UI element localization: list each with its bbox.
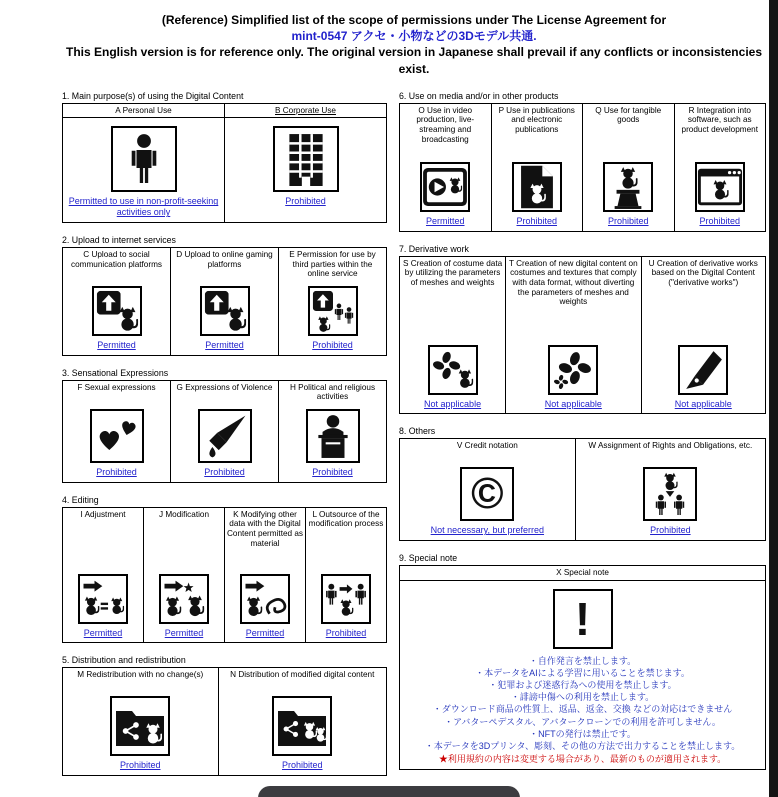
distribution-table	[62, 667, 387, 776]
software-icon	[695, 162, 745, 212]
copyright-icon	[460, 467, 514, 521]
status-link[interactable]: Prohibited	[312, 340, 353, 351]
section-title: 5. Distribution and redistribution	[62, 655, 186, 666]
cell-texture-data	[506, 256, 641, 414]
cell-label: C Upload to social communication platforms	[70, 250, 162, 269]
note-line: ・NFTの発行は禁止です。	[529, 728, 636, 739]
upload-third-party-icon	[308, 286, 358, 336]
cell-publication	[491, 103, 583, 231]
status-link[interactable]: Prohibited	[650, 525, 691, 536]
section-title: 4. Editing	[62, 494, 99, 505]
section-distribution	[62, 655, 387, 776]
product-title: mint-0547 アクセ・小物などの3Dモデル共通.	[291, 29, 537, 44]
status-link[interactable]: Prohibited	[607, 215, 649, 226]
tangible-goods-icon	[603, 162, 653, 212]
status-link[interactable]: Not applicable	[424, 398, 482, 409]
exclamation-icon	[553, 589, 613, 649]
section-special-note	[399, 553, 766, 770]
texture-data-icon	[548, 345, 598, 395]
derivative-pen-icon	[678, 345, 728, 395]
upload-gaming-icon	[200, 286, 250, 336]
section-title: 6. Use on media and/or in other products	[399, 90, 559, 101]
cell-costume-data	[400, 256, 506, 414]
cell-adjustment	[63, 507, 144, 643]
status-link[interactable]: Prohibited	[312, 466, 353, 477]
cell-label: S Creation of costume data by utilizing the parameters of meshes and weights	[402, 258, 503, 287]
status-link[interactable]: Permitted	[205, 340, 244, 351]
cell-violence	[171, 380, 279, 482]
cell-label: L Outsource of the modification process	[308, 509, 384, 529]
section-title: 7. Derivative work	[399, 243, 469, 254]
adjustment-icon	[78, 574, 128, 624]
section-upload	[62, 235, 387, 356]
cell-upload-third-party	[279, 248, 387, 356]
cell-label: E Permission for use by third parties within the online service	[289, 250, 376, 279]
building-icon	[273, 126, 339, 192]
hearts-icon	[90, 409, 144, 463]
copyright-glyph: ©	[471, 469, 504, 519]
left-column	[62, 91, 387, 788]
status-link[interactable]: Not applicable	[544, 398, 602, 409]
status-link[interactable]: Prohibited	[204, 466, 245, 477]
special-note-table	[399, 565, 766, 770]
section-others	[399, 426, 766, 541]
disclaimer: This English version is for reference only. The original version in Japanese shall prevail if any conflicts or inconsistencies exist.	[66, 45, 762, 76]
section-media-use	[399, 91, 766, 232]
derivative-table	[399, 256, 766, 415]
cell-label: J Modification	[158, 509, 210, 519]
status-link[interactable]: Prohibited	[325, 627, 367, 638]
modification-icon	[159, 574, 209, 624]
media-use-table	[399, 103, 766, 232]
cell-label: X Special note	[556, 568, 609, 578]
section-sensational	[62, 368, 387, 483]
terms-change-warning: ★利用規約の内容は変更する場合があり、最新のものが適用されます。	[438, 753, 727, 764]
cell-label: K Modifying other data with the Digital Content permitted as material	[227, 509, 304, 548]
publication-icon	[512, 162, 562, 212]
rights-assignment-icon	[643, 467, 697, 521]
podium-icon	[306, 409, 360, 463]
section-derivative	[399, 244, 766, 415]
cell-upload-gaming	[171, 248, 279, 356]
material-use-icon	[240, 574, 290, 624]
editing-table	[62, 507, 387, 644]
status-link[interactable]: Prohibited	[281, 760, 323, 771]
cell-material-use	[225, 507, 306, 643]
exclamation-glyph: !	[574, 592, 591, 645]
cell-software	[674, 103, 766, 231]
outsource-icon	[321, 574, 371, 624]
cell-tangible-goods	[583, 103, 675, 231]
cell-label: W Assignment of Rights and Obligations, etc.	[588, 441, 753, 451]
video-icon	[420, 162, 470, 212]
cell-label: V Credit notation	[456, 441, 518, 451]
status-link[interactable]: Permitted	[245, 627, 285, 638]
status-link[interactable]: Prohibited	[699, 215, 741, 226]
note-line: ・本データを3Dプリンタ、彫刻、その他の方法で出力することを禁止します。	[424, 740, 741, 751]
cell-outsource	[306, 507, 387, 643]
section-title: 1. Main purpose(s) of using the Digital Content	[62, 90, 244, 101]
others-table	[399, 438, 766, 541]
cell-label: T Creation of new digital content on costumes and textures that comply with data format, without diverting the parameters of meshes and weights	[509, 258, 638, 307]
cell-label: R Integration into software, such as product development	[681, 105, 758, 135]
status-link[interactable]: Permitted	[83, 627, 123, 638]
note-line: ・犯罪および迷惑行為への使用を禁止します。	[488, 680, 677, 691]
cell-redistribution	[63, 668, 219, 776]
bottom-toolbar-handle[interactable]	[258, 786, 520, 797]
note-line: ・アバターペデスタル、アバタークローンでの利用を許可しません。	[444, 716, 721, 727]
upload-table	[62, 247, 387, 356]
cell-corporate-use	[225, 118, 387, 223]
status-link[interactable]: Permitted	[425, 215, 465, 226]
costume-data-icon	[428, 345, 478, 395]
screen-right-edge	[769, 0, 778, 797]
section-main-purpose	[62, 91, 387, 223]
cell-political	[279, 380, 387, 482]
cell-label: N Distribution of modified digital content	[230, 670, 375, 680]
redistribution-icon	[110, 696, 170, 756]
status-link[interactable]: Permitted to use in non-profit-seeking activities only	[68, 196, 219, 218]
status-link[interactable]: Prohibited	[119, 760, 161, 771]
cell-label: O Use in video production, live-streaming and broadcasting	[416, 105, 475, 144]
status-link[interactable]: Prohibited	[285, 196, 326, 207]
status-link[interactable]: Permitted	[97, 340, 136, 351]
cell-label: I Adjustment	[80, 509, 126, 519]
special-note-text	[402, 655, 763, 765]
main-purpose-table	[62, 103, 387, 223]
knife-icon	[198, 409, 252, 463]
cell-upload-social	[63, 248, 171, 356]
cell-label: U Creation of derivative works based on the Digital Content ("derivative works")	[648, 258, 758, 287]
modified-distribution-icon	[272, 696, 332, 756]
note-line: ・ダウンロード商品の性質上、返品、返金、交換 などの対応はできません	[432, 704, 733, 715]
cell-modification	[144, 507, 225, 643]
status-link[interactable]: Prohibited	[96, 466, 137, 477]
license-permission-sheet	[62, 12, 766, 788]
note-line: ・誹謗中傷への利用を禁止します。	[510, 692, 655, 703]
cell-label: M Redistribution with no change(s)	[77, 670, 204, 680]
note-line: ・自作発言を禁止します。	[528, 655, 637, 666]
cell-label: P Use in publications and electronic publications	[498, 105, 575, 135]
cell-video	[400, 103, 492, 231]
cell-label: H Political and religious activities	[289, 382, 376, 402]
status-link[interactable]: Not necessary, but preferred	[430, 525, 545, 536]
sensational-table	[62, 380, 387, 483]
cell-label: Q Use for tangible goods	[595, 105, 662, 125]
upload-social-icon	[92, 286, 142, 336]
cell-modified-distribution	[218, 668, 386, 776]
section-title: 9. Special note	[399, 553, 458, 564]
note-line: ・本データをAIによる学習に用いることを禁じます。	[475, 667, 690, 678]
status-link[interactable]: Prohibited	[516, 215, 558, 226]
cell-label: B Corporate Use	[275, 105, 336, 115]
cell-sexual	[63, 380, 171, 482]
status-link[interactable]: Not applicable	[674, 398, 732, 409]
right-column	[399, 91, 766, 782]
status-link[interactable]: Permitted	[164, 627, 204, 638]
cell-special-note	[400, 580, 766, 769]
cell-label: G Expressions of Violence	[176, 382, 273, 392]
section-editing	[62, 495, 387, 644]
cell-derivative-works	[641, 256, 765, 414]
cell-rights-assignment	[575, 439, 765, 541]
cell-label: D Upload to online gaming platforms	[176, 250, 273, 269]
section-title: 2. Upload to internet services	[62, 235, 176, 246]
cell-label: F Sexual expressions	[77, 382, 156, 392]
person-icon	[111, 126, 177, 192]
cell-label: A Personal Use	[115, 105, 172, 115]
section-title: 3. Sensational Expressions	[62, 367, 169, 378]
page-title: (Reference) Simplified list of the scope of permissions under The License Agreement for	[161, 13, 667, 27]
cell-personal-use	[63, 118, 225, 223]
section-title: 8. Others	[399, 426, 436, 437]
cell-credit-notation	[400, 439, 576, 541]
